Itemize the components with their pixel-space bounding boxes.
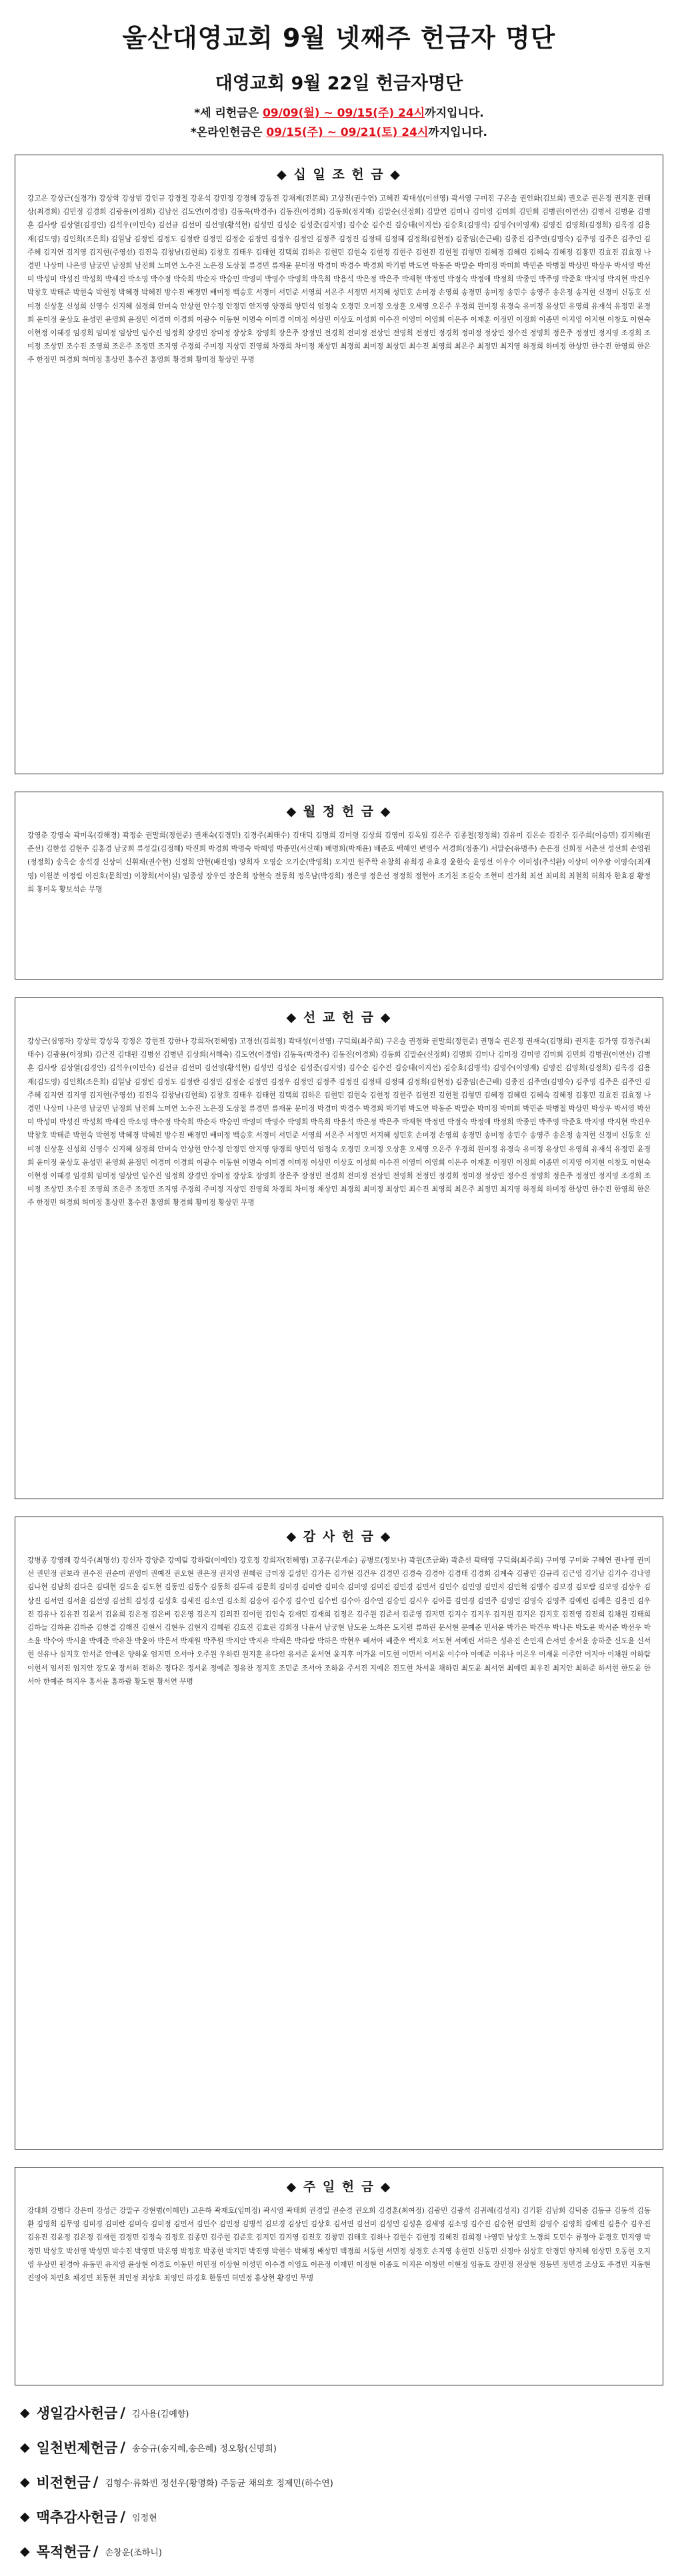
online-deadline-note bbox=[0, 123, 678, 139]
thanksgiving-offering-section bbox=[15, 1517, 663, 2150]
section-heading: ◆ 월 정 헌 금 ◆ bbox=[286, 804, 392, 819]
note-suffix: 까지입니다. bbox=[428, 126, 487, 139]
slash-divider: / bbox=[120, 2439, 126, 2455]
offering-label: 비전헌금 bbox=[36, 2475, 91, 2491]
section-heading: ◆ 십 일 조 헌 금 ◆ bbox=[277, 167, 401, 182]
slash-divider: / bbox=[93, 2543, 99, 2559]
page-title: 울산대영교회 9월 넷째주 헌금자 명단 bbox=[122, 23, 556, 53]
thousand-offering-row bbox=[0, 2430, 678, 2465]
donor-list: 강고은 강상근(실경가) 강상학 강상범 강인규 강경철 강운석 강민정 강경혜 강동진 강채제(전본희) 고상진(권수연) 고혜진 곽대성(이선영) 곽서영 구미진 구은솔 권인화(김보희) 권오준 권은정 권지훈 권태상(최경희) 김민정 김경희 김광용(이정희) 김남선 김도연(이경영) 김동욱(박경주) 김동진(이경희) 김동희(정지해) 김말순(신정희) 김말연 김미나 김미영 김미희 김민희 김병권(이연선) 김병서 김병윤 김병훈 김사랑 김상열(김경인) 김석우(이민숙) 김선규 김선미 김선영(황석현) 김성민 김성순 김성준(김지영) 김수순 김수진 김승태(이지선) 김승호(김병석) 김영수(이영재) 김영진 김영희(김정희) 김옥경 김용재(김도영) 김인희(조은희) 김일남 김정빈 김정도 김정란 김정민 김정순 김정연 김정우 김정인 김정주 김정진 김정태 김정혜 김정희(김현정) 김종임(손근배) 김종진 김주연(김명숙) 김주영 김주은 김주인 김주혜 김지연 김지영 김지현(주영선) 김진욱 김창남(김현희) 김창호 김태우 김태현 김택희 김하은 김현민 김현숙 김현정 김현주 김현진 김현철 김형민 김혜경 김혜린 김혜숙 김혜정 김홍민 김효진 김효정 나경민 나상미 나은영 남궁민 남정희 남진희 노미연 노수진 노은정 도상철 류경민 류재윤 문미정 박경미 박경수 박경희 박기범 박도연 박동준 박말순 박미정 박미희 박민준 박병철 박상민 박상우 박서영 박선미 박성미 박성진 박성희 박세진 박소영 박수정 박숙희 박순자 박승민 박영미 박영수 박영희 박옥희 박용석 박은정 박은주 박재현 박정민 박정숙 박정애 박정희 박종민 박주영 박준호 박지영 박지현 박진우 박창호 박태준 박현숙 박현정 박혜경 박혜진 방수진 배경민 배미정 백승호 서경미 서민준 서영희 서은주 서정민 서지혜 성민호 손미경 손영희 송경민 송미정 송민수 송영주 송은정 송지현 신경미 신동호 신미경 신상훈 신성희 신영수 신지혜 심경희 안미숙 안상현 안수정 안정민 안지영 양경희 양민석 엄정숙 오경민 오미정 오상훈 오세영 오은주 우경희 원미정 유경숙 유미정 유상민 유영희 유재석 유정민 윤경희 윤미정 윤상호 윤성민 윤영희 윤정민 이경미 이경희 이광수 이동현 이명숙 이미경 이미정 이상민 이상호 이성희 이수진 이영미 이영희 이은주 이재훈 이정민 이정희 이종민 이지영 이지현 이창호 이현숙 이현정 이혜경 임경희 임미정 임상민 임수진 임정희 장경민 장미정 장상호 장영희 장은주 장정민 전경희 전미정 전상민 전영희 전정민 정경희 정미정 정상민 정수진 정영희 정은주 정정민 정지영 조경희 조미정 조상민 조수진 조영희 조은주 조정민 조지영 주경희 주미정 지상민 진영희 차경희 차미정 채상민 최경희 최미정 최상민 최수진 최영희 최은주 최정민 최지영 하경희 하미정 한상민 한수진 한영희 한은주 한정민 허경희 허미정 홍상민 홍수진 홍영희 황경희 황미정 황상민 무명 bbox=[27, 195, 651, 364]
donor-list: 강영춘 강영숙 곽미옥(김해경) 곽정순 권말희(정현준) 권채숙(김경민) 김경주(최태수) 김대덕 김명희 김미령 김상희 김영미 김옥임 김은주 김종철(정정희) 김유미 김은순 김진주 김주희(이승민) 김지혜(권준선) 김한섭 김현주 김홍경 남궁희 류성길(김정혜) 박진희 박경희 박명숙 박혜영 박종민(서신혜) 배명희(박재윤) 배준호 백혜인 변영수 서경희(정종기) 서말순(유명주) 손은정 신희정 서춘선 성선희 손영원(정정희) 송옥순 송석경 신상미 신휘채(권수현) 신정희 안현(배진영) 양희자 오영순 오기순(박영희) 오지민 원주학 유창희 유희경 유효경 윤한숙 윤영선 이우수 이미성(주석완) 이상미 이우광 이영숙(최재영) 이월분 이정림 이진호(문희연) 이창희(서이설) 임종성 장우연 장은희 장현숙 전동희 정옥남(박경희) 정은영 정은선 정정희 정현아 조기천 조길숙 조현미 진가희 최선 최미희 최철희 허희자 한효겸 황정희 홍미옥 황보석순 무명 bbox=[27, 832, 651, 894]
diamond-bullet-icon: ◆ bbox=[20, 2509, 30, 2524]
birthday-offering-row bbox=[0, 2395, 678, 2430]
note-prefix: *세 리헌금은 bbox=[194, 107, 263, 120]
diamond-bullet-icon: ◆ bbox=[20, 2544, 30, 2559]
slash-divider: / bbox=[120, 2405, 126, 2421]
page-subtitle: 대영교회 9월 22일 헌금자명단 bbox=[215, 73, 463, 94]
offering-names: 김형수·류화빈 정선우(황명화) 주동균 채의호 정제민(하수연) bbox=[105, 2478, 333, 2489]
note-suffix: 까지입니다. bbox=[425, 107, 484, 120]
donor-list: 강상근(심영자) 강상학 강상묵 강정은 강현진 강한나 강희자(전혜영) 고경선(김희정) 곽대성(이선영) 구덕희(최주희) 구은솔 권경화 권말희(정현준) 권명숙 권은정 권재숙(김명희) 권지훈 김가영 김경주(최태수) 김광용(이정희) 김근진 김대원 김병선 김병년 김상희(서해숙) 김도연(이경영) 김동욱(박경주) 김동진(이경희) 김동희 김말순(신정희) 김명희 김미나 김미정 김미영 김미희 김민희 김병권(이연선) 김병훈 김사랑 김상열(김경인) 김석우(이민숙) 김선규 김선미 김선영(황석현) 김성민 김성순 김성준(김지영) 김수순 김수진 김승태(이지선) 김승호(김병석) 김영수(이영재) 김영진 김영희(김정희) 김옥경 김용재(김도영) 김인희(조은희) 김일남 김정빈 김정도 김정란 김정민 김정순 김정연 김정우 김정인 김정주 김정진 김정태 김정혜 김정희(김현정) 김종임(손근배) 김종진 김주연(김명숙) 김주영 김주은 김주인 김주혜 김지연 김지영 김지현(주영선) 김진욱 김창남(김현희) 김창호 김태우 김태현 김택희 김하은 김현민 김현숙 김현정 김현주 김현진 김현철 김형민 김혜경 김혜린 김혜숙 김혜정 김홍민 김효진 김효정 나경민 나상미 나은영 남궁민 남정희 남진희 노미연 노수진 노은정 도상철 류경민 류재윤 문미정 박경미 박경수 박경희 박기범 박도연 박동준 박말순 박미정 박미희 박민준 박병철 박상민 박상우 박서영 박선미 박성미 박성진 박성희 박세진 박소영 박수정 박숙희 박순자 박승민 박영미 박영수 박영희 박옥희 박용석 박은정 박은주 박재현 박정민 박정숙 박정애 박정희 박종민 박주영 박준호 박지영 박지현 박진우 박창호 박태준 박현숙 박현정 박혜경 박혜진 방수진 배경민 배미정 백승호 서경미 서민준 서영희 서은주 서정민 서지혜 성민호 손미경 손영희 송경민 송미정 송민수 송영주 송은정 송지현 신경미 신동호 신미경 신상훈 신성희 신영수 신지혜 심경희 안미숙 안상현 안수정 안정민 안지영 양경희 양민석 엄정숙 오경민 오미정 오상훈 오세영 오은주 우경희 원미정 유경숙 유미정 유상민 유영희 유재석 유정민 윤경희 윤미정 윤상호 윤성민 윤영희 윤정민 이경미 이경희 이광수 이동현 이명숙 이미경 이미정 이상민 이상호 이성희 이수진 이영미 이영희 이은주 이재훈 이정민 이정희 이종민 이지영 이지현 이창호 이현숙 이현정 이혜경 임경희 임미정 임상민 임수진 임정희 장경민 장미정 장상호 장영희 장은주 장정민 전경희 전미정 전상민 전영희 전정민 정경희 정미정 정상민 정수진 정영희 정은주 정정민 정지영 조경희 조미정 조상민 조수진 조영희 조은주 조정민 조지영 주경희 주미정 지상민 진영희 차경희 차미정 채상민 최경희 최미정 최상민 최수진 최영희 최은주 최정민 최지영 하경희 하미정 한상민 한수진 한영희 한은주 한정민 허경희 허미정 홍상민 홍수진 홍영희 황경희 황미정 황상민 무명 bbox=[27, 1037, 651, 1207]
diamond-bullet-icon: ◆ bbox=[20, 2405, 30, 2420]
mission-offering-section bbox=[15, 997, 663, 1499]
sunday-offering-section bbox=[15, 2167, 663, 2385]
harvest-offering-row bbox=[0, 2499, 678, 2534]
tithe-section bbox=[15, 155, 663, 774]
offering-names: 임정현 bbox=[132, 2513, 157, 2523]
section-heading: ◆ 선 교 헌 금 ◆ bbox=[286, 1010, 392, 1025]
note-prefix: *온라인헌금은 bbox=[191, 126, 267, 139]
diamond-bullet-icon: ◆ bbox=[20, 2475, 30, 2489]
purpose-offering-row bbox=[0, 2534, 678, 2569]
offering-label: 일천번제헌금 bbox=[36, 2440, 118, 2456]
section-heading: ◆ 주 일 헌 금 ◆ bbox=[286, 2180, 392, 2194]
offering-label: 목적헌금 bbox=[36, 2544, 91, 2560]
note-date-range: 09/15(주) ~ 09/21(토) 24시 bbox=[266, 126, 429, 139]
offering-names: 손창운(조하니) bbox=[105, 2547, 162, 2558]
monthly-offering-section bbox=[15, 792, 663, 979]
donor-list: 강대희 강병다 강은미 강성근 강말구 강현범(이혜민) 고은하 곽재호(임미정) 곽시영 곽태희 권경일 권순경 권오희 김경훈(최여정) 김광민 김광석 김귀례(김성지) 김기환 김남희 김덕중 김동규 김동석 김동환 김명희 김무영 김미경 김미란 김미숙 김미정 김민서 김민수 김민정 김병석 김보경 김상민 김상호 김서연 김선미 김성민 김성훈 김세영 김소영 김수진 김승현 김연희 김영수 김영희 김예진 김용수 김우진 김유진 김윤정 김은정 김재현 김정민 김정숙 김정호 김종민 김주현 김준호 김지민 김지영 김진호 김창민 김태호 김하나 김현수 김현정 김혜진 김희정 나영민 남상호 노경희 도민수 류정아 문경호 민지영 박경민 박상호 박선영 박성민 박수진 박영민 박은영 박정호 박종현 박지민 박진영 박현수 박혜정 배상민 백경희 서동현 서민정 성경호 손지영 송현민 신동민 신정아 심상호 안경민 양지혜 엄상민 오동현 오지영 우상민 원경아 유동민 유지영 윤상현 이경호 이동민 이민정 이상현 이성민 이수경 이영호 이은정 이재민 이정현 이종호 이지은 이창민 이현정 임동호 장민정 전상현 정동민 정민경 조상호 주경민 지동현 진영아 차민호 채경민 최동현 최민정 최상호 최영민 하경호 한동민 허민정 홍상현 황경민 무명 bbox=[27, 2207, 651, 2283]
donor-list: 강병종 강영례 강석주(최명선) 강신자 강양춘 강예림 강하람(이예인) 강호정 강희자(전혜영) 고종구(문계순) 공병로(정보나) 곽원(조금화) 곽춘선 곽태영 구덕희(최주희) 구미영 구미화 구혜연 권나영 권미선 권민정 권보라 권수진 권순미 권영미 권예진 권오현 권은정 권지영 권혜린 금미정 길성민 김가은 김가현 김건우 김경민 김경숙 김경아 김경태 김경희 김계숙 김광민 김규리 김근영 김기남 김기수 김나영 김나현 김남희 김다은 김대현 김도윤 김도현 김동민 김동수 김동희 김두리 김문희 김미경 김미란 김미숙 김미영 김미진 김민경 김민서 김민수 김민영 김민지 김민혁 김병수 김보경 김보람 김보영 김상우 김상진 김서연 김서윤 김선영 김선희 김성경 김성호 김세진 김소연 김소희 김송이 김수경 김수민 김수빈 김수아 김수연 김승민 김시우 김아름 김연경 김연주 김영민 김영숙 김영주 김예린 김예은 김용민 김우진 김유나 김유진 김윤서 김윤희 김은경 김은비 김은영 김은지 김의진 김이현 김인숙 김재민 김재희 김정은 김주원 김준서 김준영 김지민 김지수 김지우 김지원 김지은 김지호 김진영 김진희 김채원 김태희 김하늘 김하윤 김하준 김한결 김해진 김현서 김현우 김현지 김혜원 김호진 김효린 김희정 나윤서 남궁현 남도윤 노하은 도지원 류하린 문서현 문예준 민서윤 박가은 박건우 박나은 박도윤 박서준 박선우 박소윤 박수아 박시윤 박예준 박유찬 박윤아 박은서 박재원 박주원 박지안 박지유 박채은 박하람 박하은 박현우 배서아 배준우 백지호 서도현 서예린 서하은 성유진 손민재 손서연 송서윤 송하준 신도윤 신서현 신유나 심지호 안서준 안예은 양하윤 엄지민 오서아 오주원 우하린 원지훈 유다인 유서준 윤서연 윤지후 이가윤 이도현 이민서 이서윤 이수아 이예준 이유나 이은우 이재윤 이주안 이지아 이채원 이하람 이현서 임서진 임지안 장도윤 장서하 전하은 정다은 정서윤 정예준 정유찬 정지호 조민준 조서아 조하윤 주서진 지예은 진도현 차서윤 채하린 최도윤 최서연 최예린 최우진 최지안 최하준 하서현 한도윤 한서아 한예준 허지우 홍서윤 홍하람 황도현 황서연 무명 bbox=[27, 1557, 651, 1686]
slash-divider: / bbox=[120, 2509, 126, 2525]
offering-label: 맥추감사헌금 bbox=[36, 2509, 118, 2525]
other-offerings bbox=[0, 2395, 678, 2569]
offering-names: 송승규(송지혜,송은혜) 정오황(신명희) bbox=[132, 2443, 277, 2454]
offline-deadline-note bbox=[0, 103, 678, 120]
slash-divider: / bbox=[93, 2474, 99, 2490]
section-heading: ◆ 감 사 헌 금 ◆ bbox=[286, 1529, 392, 1544]
offering-label: 생일감사헌금 bbox=[36, 2405, 118, 2421]
diamond-bullet-icon: ◆ bbox=[20, 2440, 30, 2455]
offering-names: 김사용(김예향) bbox=[132, 2409, 189, 2419]
vision-offering-row bbox=[0, 2465, 678, 2499]
note-date-range: 09/09(월) ~ 09/15(주) 24시 bbox=[263, 107, 425, 120]
